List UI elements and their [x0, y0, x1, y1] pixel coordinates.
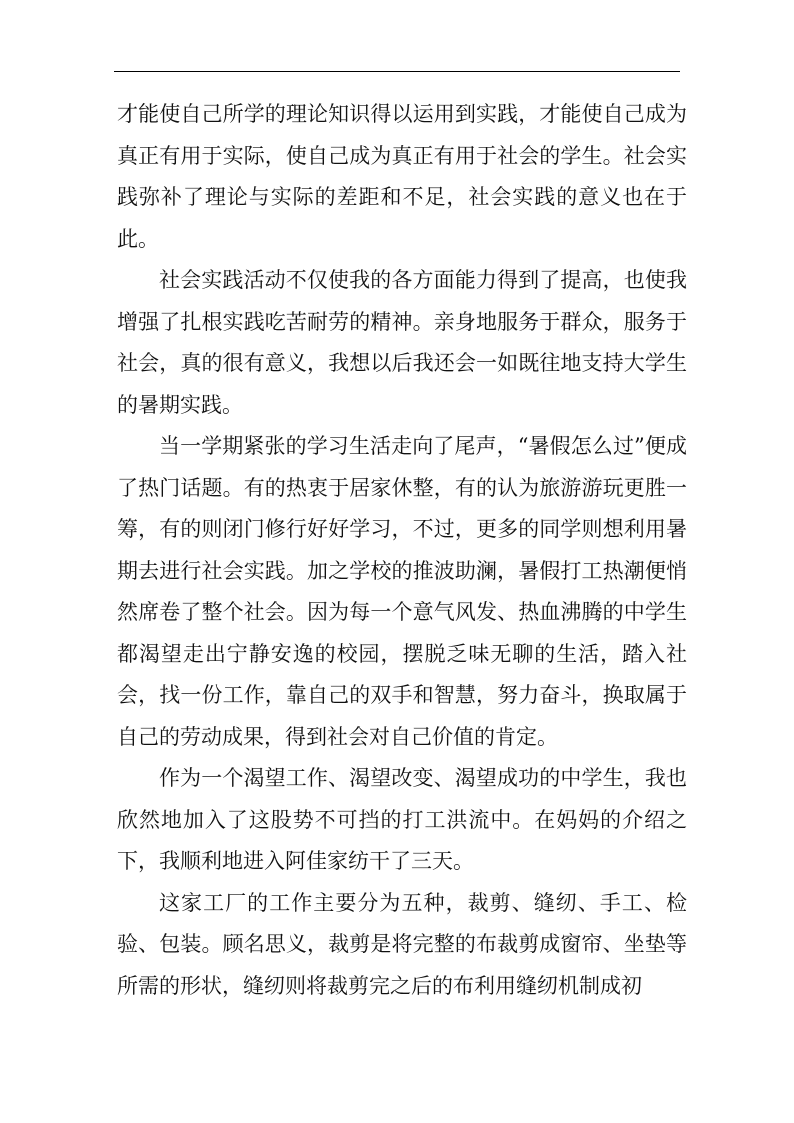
paragraph-4: 作为一个渴望工作、渴望改变、渴望成功的中学生，我也欣然地加入了这股势不可挡的打工洪流中。在妈妈的介绍之下，我顺利地进入阿佳家纺干了三天。 — [117, 766, 687, 873]
paragraph-1: 才能使自己所学的理论知识得以运用到实践，才能使自己成为真正有用于实际，使自己成为真正有用于社会的学生。社会实践弥补了理论与实际的差距和不足，社会实践的意义也在于此。 — [117, 102, 687, 251]
body-text — [117, 94, 687, 1007]
header-rule — [114, 71, 680, 72]
paragraph-5: 这家工厂的工作主要分为五种，裁剪、缝纫、手工、检验、包装。顾名思义，裁剪是将完整的布裁剪成窗帘、坐垫等所需的形状，缝纫则将裁剪完之后的布利用缝纫机制成初 — [117, 890, 687, 998]
paragraph-2: 社会实践活动不仅使我的各方面能力得到了提高，也使我增强了扎根实践吃苦耐劳的精神。亲身地服务于群众，服务于社会，真的很有意义，我想以后我还会一如既往地支持大学生的暑期实践。 — [117, 268, 687, 417]
paragraph-3: 当一学期紧张的学习生活走向了尾声，“暑假怎么过”便成了热门话题。有的热衷于居家休整，有的认为旅游游玩更胜一筹，有的则闭门修行好好学习，不过，更多的同学则想利用暑期去进行社会实践。加之学校的推波助澜，暑假打工热潮便悄然席卷了整个社会。因为每一个意气风发、热血沸腾的中学生都渴望走出宁静安逸的校园，摆脱乏味无聊的生活，踏入社会，找一份工作，靠自己的双手和智慧，努力奋斗，换取属于自己的劳动成果，得到社会对自己价值的肯定。 — [117, 434, 687, 749]
